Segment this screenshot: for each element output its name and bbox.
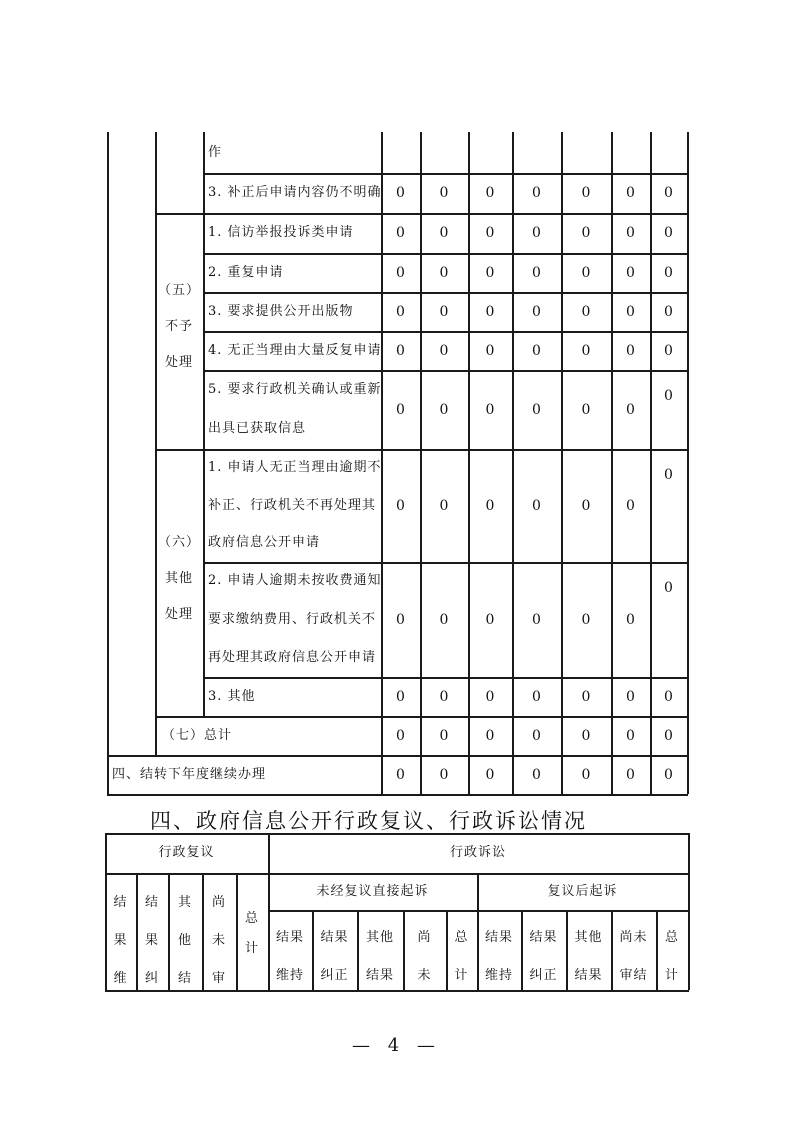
page-number: — 4 — bbox=[352, 1035, 441, 1056]
table-rule-horizontal bbox=[203, 173, 688, 175]
table-rule-horizontal bbox=[155, 716, 688, 718]
after-review-column-label: 其他 bbox=[574, 930, 603, 945]
group-label: （五） bbox=[157, 283, 200, 298]
review-header: 行政复议 bbox=[158, 845, 215, 860]
table-cell-value: 0 bbox=[664, 766, 673, 783]
table-cell-value: 0 bbox=[439, 766, 449, 783]
after-review-header: 复议后起诉 bbox=[547, 883, 618, 899]
table-cell-value: 0 bbox=[532, 225, 541, 241]
table-cell-value: 0 bbox=[581, 342, 591, 359]
row-label: 补正、行政机关不再处理其 bbox=[208, 497, 377, 513]
table-cell-value: 0 bbox=[485, 611, 495, 628]
table-cell-value: 0 bbox=[485, 401, 495, 418]
table-cell-value: 0 bbox=[581, 688, 591, 705]
table-rule-horizontal bbox=[203, 562, 688, 564]
table-cell-value: 0 bbox=[626, 264, 635, 281]
direct-column-label: 未 bbox=[417, 968, 432, 983]
direct-column-label: 维持 bbox=[275, 968, 304, 983]
row-label: 出具已获取信息 bbox=[208, 421, 307, 437]
after-review-column-label: 审结 bbox=[619, 968, 648, 983]
table-cell-value: 0 bbox=[439, 342, 449, 359]
table-cell-value: 0 bbox=[485, 225, 495, 241]
table-cell-value: 0 bbox=[581, 185, 591, 201]
table-cell-value: 0 bbox=[532, 688, 541, 705]
table-cell-value: 0 bbox=[485, 497, 495, 514]
table-rule-horizontal bbox=[107, 794, 688, 796]
table-cell-value: 0 bbox=[581, 497, 591, 514]
table-cell-value: 0 bbox=[626, 497, 635, 514]
table-rule-horizontal bbox=[268, 873, 689, 875]
row-label: 3. 补正后申请内容仍不明确 bbox=[208, 185, 382, 200]
direct-column-label: 其他 bbox=[365, 930, 394, 945]
table-cell-value: 0 bbox=[396, 225, 405, 241]
row-label: 5. 要求行政机关确认或重新 bbox=[208, 381, 382, 397]
direct-column-label: 纠正 bbox=[320, 968, 349, 983]
group-label: 处理 bbox=[164, 606, 193, 622]
table-rule-horizontal bbox=[203, 253, 688, 255]
direct-column-label: 计 bbox=[454, 968, 469, 983]
table-rule-horizontal bbox=[105, 990, 689, 992]
direct-column-label: 尚 bbox=[417, 930, 432, 945]
review-column-label: 他 bbox=[177, 933, 192, 948]
direct-column-label: 总 bbox=[454, 930, 469, 945]
table-rule-vertical bbox=[236, 873, 238, 990]
table-cell-value: 0 bbox=[396, 727, 405, 744]
after-review-column-label: 总 bbox=[664, 930, 679, 945]
review-column-label: 纠 bbox=[144, 971, 159, 986]
table-cell-value: 0 bbox=[439, 611, 449, 628]
table-cell-value: 0 bbox=[581, 401, 591, 418]
table-rule-vertical bbox=[107, 132, 109, 794]
after-review-column-label: 结果 bbox=[529, 930, 558, 945]
table-cell-value: 0 bbox=[439, 185, 449, 201]
after-review-column-label: 结果 bbox=[574, 968, 603, 983]
table-cell-value: 0 bbox=[532, 766, 541, 783]
table-cell-value: 0 bbox=[396, 766, 405, 783]
table-rule-horizontal bbox=[203, 292, 688, 294]
table-rule-vertical bbox=[468, 132, 470, 794]
group-label: 其他 bbox=[164, 570, 193, 586]
table-cell-value: 0 bbox=[485, 303, 495, 320]
table-rule-horizontal bbox=[203, 677, 688, 679]
table-cell-value: 0 bbox=[532, 342, 541, 359]
review-column-label: 结 bbox=[113, 895, 128, 910]
table-rule-horizontal bbox=[155, 449, 688, 451]
table-cell-value: 0 bbox=[396, 688, 405, 705]
table-cell-value: 0 bbox=[664, 303, 673, 320]
table-cell-value: 0 bbox=[626, 185, 635, 201]
table-rule-horizontal bbox=[155, 213, 688, 215]
table-cell-value: 0 bbox=[664, 580, 673, 596]
table-cell-value: 0 bbox=[626, 766, 635, 783]
table-cell-value: 0 bbox=[626, 401, 635, 418]
direct-column-label: 结果 bbox=[275, 930, 304, 945]
table-cell-value: 0 bbox=[485, 342, 495, 359]
table-cell-value: 0 bbox=[439, 303, 449, 320]
row-label: 1. 申请人无正当理由逾期不 bbox=[208, 459, 382, 475]
table-rule-vertical bbox=[203, 132, 205, 716]
after-review-column-label: 结果 bbox=[484, 930, 513, 945]
direct-column-label: 结果 bbox=[320, 930, 349, 945]
review-column-label: 结 bbox=[144, 895, 159, 910]
group-label: （六） bbox=[157, 534, 200, 550]
direct-column-label: 结果 bbox=[365, 968, 394, 983]
row-label: 2. 申请人逾期未按收费通知 bbox=[208, 573, 382, 589]
table-cell-value: 0 bbox=[581, 303, 591, 320]
table-cell-value: 0 bbox=[581, 766, 591, 783]
table-cell-value: 0 bbox=[396, 611, 405, 628]
row-label: 四、结转下年度继续办理 bbox=[112, 766, 267, 782]
table-cell-value: 0 bbox=[439, 688, 449, 705]
table-cell-value: 0 bbox=[664, 225, 673, 241]
row-label: 3. 其他 bbox=[208, 688, 256, 704]
table-rule-horizontal bbox=[203, 370, 688, 372]
row-label: （七）总计 bbox=[162, 727, 233, 743]
table-cell-value: 0 bbox=[439, 727, 449, 744]
table-cell-value: 0 bbox=[664, 727, 673, 744]
table-cell-value: 0 bbox=[439, 264, 449, 281]
review-column-label: 果 bbox=[113, 933, 128, 948]
table-cell-value: 0 bbox=[396, 342, 405, 359]
table-cell-value: 0 bbox=[626, 727, 635, 744]
table-cell-value: 0 bbox=[485, 688, 495, 705]
group-label: 处理 bbox=[164, 355, 193, 370]
table-cell-value: 0 bbox=[664, 388, 673, 404]
table-cell-value: 0 bbox=[626, 342, 635, 359]
table-cell-value: 0 bbox=[664, 688, 673, 705]
table-cell-value: 0 bbox=[664, 467, 673, 483]
table-rule-vertical bbox=[688, 833, 690, 990]
after-review-column-label: 计 bbox=[664, 968, 679, 983]
table-rule-vertical bbox=[611, 132, 613, 794]
table-cell-value: 0 bbox=[532, 497, 541, 514]
table-rule-vertical bbox=[512, 132, 514, 794]
row-label: 要求缴纳费用、行政机关不 bbox=[208, 611, 377, 627]
table-cell-value: 0 bbox=[626, 611, 635, 628]
review-column-label: 计 bbox=[244, 941, 259, 956]
review-column-label: 未 bbox=[211, 933, 226, 948]
table-rule-vertical bbox=[650, 132, 652, 794]
table-cell-value: 0 bbox=[396, 303, 405, 320]
table-rule-vertical bbox=[155, 132, 157, 755]
table-cell-value: 0 bbox=[396, 185, 405, 201]
table-rule-horizontal bbox=[203, 331, 688, 333]
table-cell-value: 0 bbox=[532, 303, 541, 320]
table-cell-value: 0 bbox=[581, 727, 591, 744]
table-cell-value: 0 bbox=[581, 264, 591, 281]
row-label: 再处理其政府信息公开申请 bbox=[208, 649, 377, 665]
table-cell-value: 0 bbox=[664, 264, 673, 281]
table-cell-value: 0 bbox=[485, 185, 495, 201]
table-cell-value: 0 bbox=[664, 342, 673, 359]
table-cell-value: 0 bbox=[626, 303, 635, 320]
table-cell-value: 0 bbox=[396, 401, 405, 418]
review-column-label: 结 bbox=[177, 971, 192, 986]
table-rule-horizontal bbox=[105, 833, 689, 835]
table-rule-vertical bbox=[687, 132, 689, 794]
table-cell-value: 0 bbox=[485, 766, 495, 783]
table-rule-horizontal bbox=[107, 755, 688, 757]
table-cell-value: 0 bbox=[664, 185, 673, 201]
review-column-label: 其 bbox=[177, 895, 192, 910]
table-cell-value: 0 bbox=[439, 401, 449, 418]
table-rule-vertical bbox=[561, 132, 563, 794]
table-cell-value: 0 bbox=[485, 727, 495, 744]
after-review-column-label: 纠正 bbox=[529, 968, 558, 983]
table-cell-value: 0 bbox=[581, 611, 591, 628]
table-cell-value: 0 bbox=[485, 264, 495, 281]
row-label: 2. 重复申请 bbox=[208, 264, 284, 280]
after-review-column-label: 尚未 bbox=[619, 930, 648, 945]
review-column-label: 尚 bbox=[211, 895, 226, 910]
table-cell-value: 0 bbox=[439, 497, 449, 514]
table-cell-value: 0 bbox=[532, 264, 541, 281]
table-cell-value: 0 bbox=[532, 611, 541, 628]
row-label: 3. 要求提供公开出版物 bbox=[208, 303, 354, 319]
group-label: 不予 bbox=[164, 319, 193, 334]
table-cell-value: 0 bbox=[532, 401, 541, 418]
table-cell-value: 0 bbox=[626, 688, 635, 705]
section-title: 四、政府信息公开行政复议、行政诉讼情况 bbox=[150, 809, 587, 833]
litigation-header: 行政诉讼 bbox=[449, 845, 506, 860]
row-label: 4. 无正当理由大量反复申请 bbox=[208, 342, 382, 358]
table-cell-value: 0 bbox=[439, 225, 449, 241]
review-column-label: 维 bbox=[113, 971, 128, 986]
table-cell-value: 0 bbox=[396, 264, 405, 281]
direct-suit-header: 未经复议直接起诉 bbox=[316, 883, 429, 899]
table-rule-vertical bbox=[420, 132, 422, 794]
review-column-label: 果 bbox=[144, 933, 159, 948]
table-rule-horizontal bbox=[268, 910, 689, 912]
table-cell-value: 0 bbox=[396, 497, 405, 514]
after-review-column-label: 维持 bbox=[484, 968, 513, 983]
row-label: 政府信息公开申请 bbox=[208, 535, 321, 551]
table-cell-value: 0 bbox=[581, 225, 591, 241]
row-label: 1. 信访举报投诉类申请 bbox=[208, 225, 354, 240]
review-column-label: 总 bbox=[244, 911, 259, 926]
review-column-label: 审 bbox=[211, 971, 226, 986]
row-label: 作 bbox=[208, 144, 223, 160]
table-cell-value: 0 bbox=[532, 727, 541, 744]
table-rule-horizontal bbox=[105, 873, 268, 875]
table-cell-value: 0 bbox=[532, 185, 541, 201]
table-cell-value: 0 bbox=[626, 225, 635, 241]
